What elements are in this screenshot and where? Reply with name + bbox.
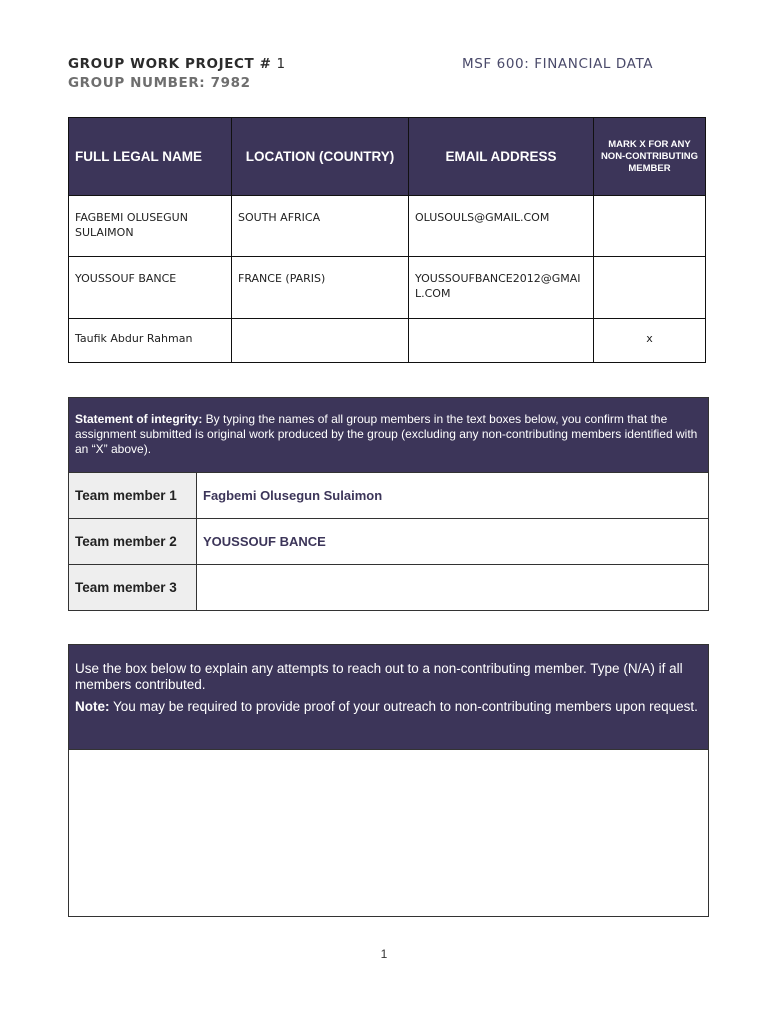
- table-row: [69, 319, 706, 363]
- group-number: GROUP NUMBER: 7982: [68, 75, 251, 91]
- integrity-table: [68, 397, 709, 611]
- outreach-note: [75, 699, 702, 715]
- member-mark-cell[interactable]: [594, 257, 706, 319]
- member-mark-cell[interactable]: x: [594, 319, 706, 363]
- member-name-cell[interactable]: YOUSSOUF BANCE: [69, 257, 232, 319]
- team-member-row: [69, 473, 709, 519]
- team-member-row: [69, 565, 709, 611]
- outreach-table: [68, 644, 709, 917]
- team-member-label: Team member 1: [69, 473, 197, 519]
- document-header: [68, 55, 286, 93]
- team-member-input[interactable]: [197, 565, 709, 611]
- team-member-row: [69, 519, 709, 565]
- member-location-cell[interactable]: FRANCE (PARIS): [232, 257, 409, 319]
- member-location-cell[interactable]: SOUTH AFRICA: [232, 196, 409, 257]
- page-number: 1: [380, 947, 388, 961]
- note-label: Note:: [75, 699, 110, 714]
- member-email-cell[interactable]: OLUSOULS@GMAIL.COM: [409, 196, 594, 257]
- course-title: MSF 600: FINANCIAL DATA: [462, 56, 654, 72]
- member-mark-cell[interactable]: [594, 196, 706, 257]
- team-member-label: Team member 2: [69, 519, 197, 565]
- table-row: [69, 196, 706, 257]
- header-location: LOCATION (COUNTRY): [232, 118, 409, 196]
- outreach-instructions: [69, 645, 709, 750]
- team-member-input[interactable]: Fagbemi Olusegun Sulaimon: [197, 473, 709, 519]
- integrity-label: Statement of integrity:: [75, 412, 203, 426]
- integrity-text: By typing the names of all group members in the text boxes below, you confirm that the assignment submitted is original work produced by the group (excluding any non-contributing members identified with an “X” above).: [75, 412, 698, 456]
- header-mark-non-contributing: MARK X FOR ANY NON-CONTRIBUTING MEMBER: [594, 118, 706, 196]
- project-label: GROUP WORK PROJECT #: [68, 56, 272, 72]
- member-email-cell[interactable]: YOUSSOUFBANCE2012@GMAIL.COM: [409, 257, 594, 319]
- team-member-input[interactable]: YOUSSOUF BANCE: [197, 519, 709, 565]
- members-table: [68, 117, 706, 363]
- project-number: 1: [276, 56, 286, 72]
- note-text: You may be required to provide proof of your outreach to non-contributing members upon request.: [109, 699, 698, 714]
- members-table-header: [69, 118, 706, 196]
- member-email-cell[interactable]: [409, 319, 594, 363]
- team-member-label: Team member 3: [69, 565, 197, 611]
- outreach-answer-box[interactable]: [69, 750, 709, 917]
- project-title: [68, 55, 286, 74]
- table-row: [69, 257, 706, 319]
- member-location-cell[interactable]: [232, 319, 409, 363]
- integrity-statement: [69, 398, 709, 473]
- outreach-instruction-text: Use the box below to explain any attempts to reach out to a non-contributing member. Type (N/A) if all members contributed.: [75, 661, 683, 692]
- member-name-cell[interactable]: Taufik Abdur Rahman: [69, 319, 232, 363]
- header-email: EMAIL ADDRESS: [409, 118, 594, 196]
- member-name-cell[interactable]: FAGBEMI OLUSEGUN SULAIMON: [69, 196, 232, 257]
- header-full-legal-name: FULL LEGAL NAME: [69, 118, 232, 196]
